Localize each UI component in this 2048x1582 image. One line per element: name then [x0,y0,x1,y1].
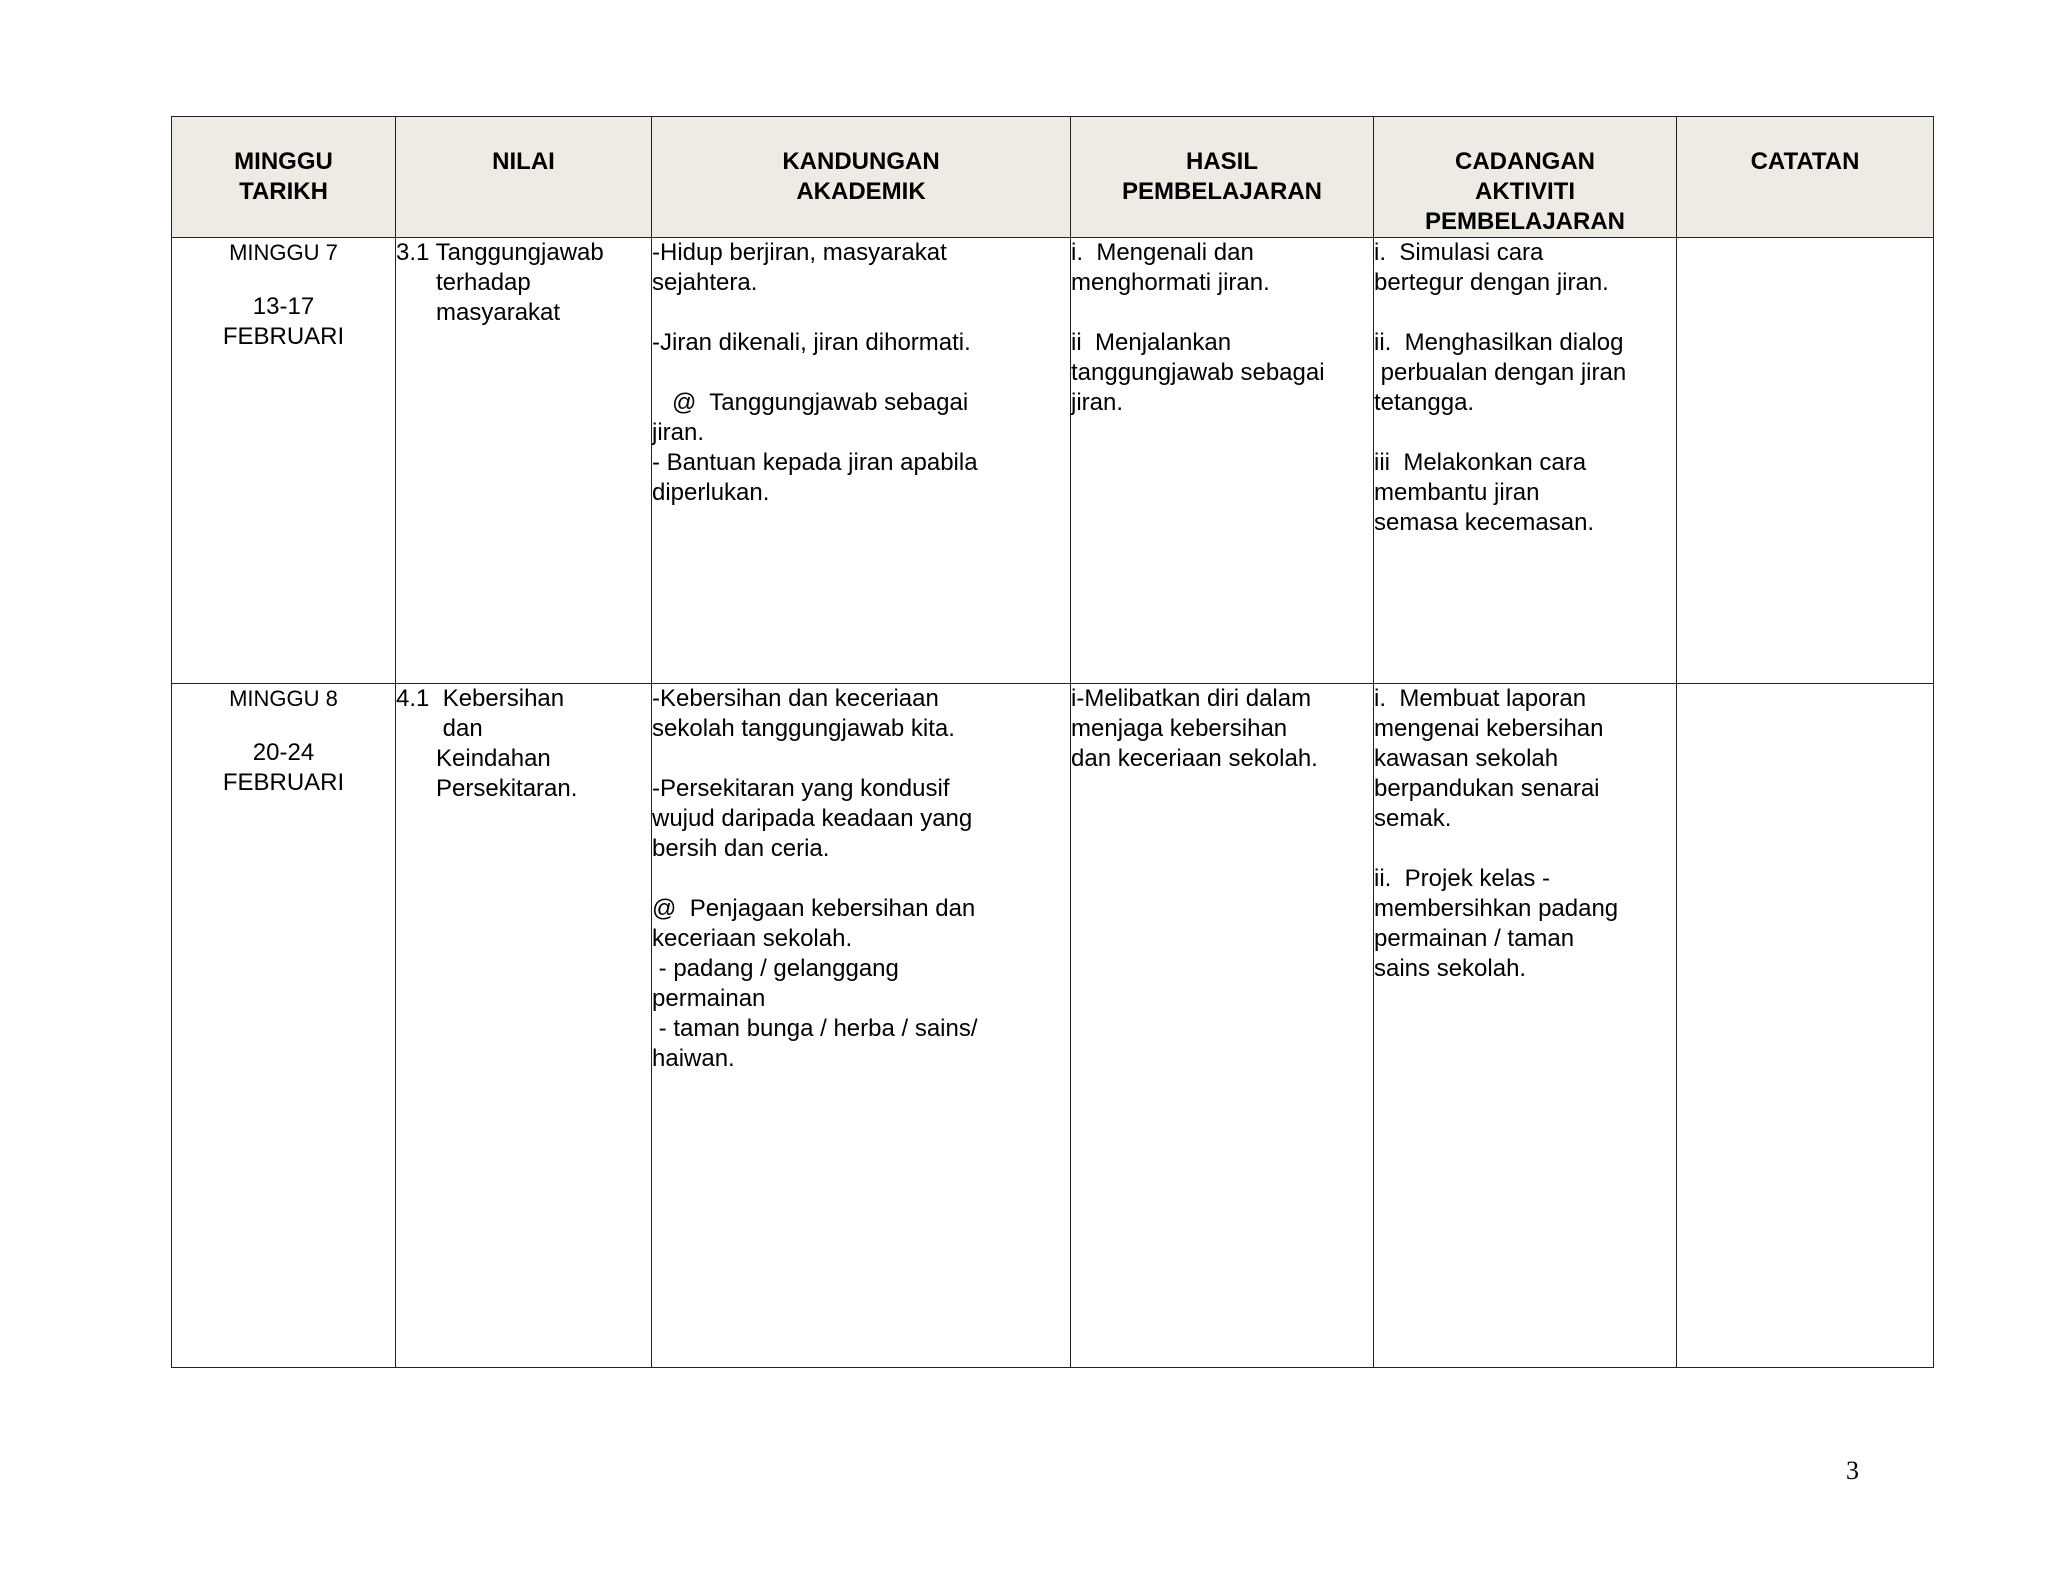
catatan-cell [1677,238,1934,684]
text-line: menghormati jiran. [1071,269,1270,296]
text-line: i-Melibatkan diri dalam [1071,685,1312,712]
kandungan-block [652,774,1070,864]
header-text: HASIL [1186,148,1258,175]
text-line: diperlukan. [652,479,770,506]
lesson-plan-table [171,116,1934,1368]
date-range: 13-17 [252,293,315,320]
text-line: jiran. [1071,389,1124,416]
text-line: -Jiran dikenali, jiran dihormati. [652,329,971,356]
text-line: semasa kecemasan. [1374,509,1595,536]
nilai-line: dan [396,715,483,742]
text-line: i. Mengenali dan [1071,239,1254,266]
text-line: sains sekolah. [1374,955,1527,982]
text-line: - padang / gelanggang [652,955,899,982]
text-line: tanggungjawab sebagai [1071,359,1325,386]
catatan-cell [1677,684,1934,1368]
text-line: @ Penjagaan kebersihan dan [652,895,976,922]
text-line: - Bantuan kepada jiran apabila [652,449,978,476]
nilai-cell [396,238,652,684]
header-kandungan-akademik [652,117,1071,238]
hasil-block [1071,684,1373,774]
text-line: perbualan dengan jiran [1374,359,1627,386]
week-label: MINGGU 7 [229,240,338,265]
aktiviti-block [1374,864,1676,984]
kandungan-block [652,684,1070,744]
table-row [172,238,1934,684]
text-line: dan keceriaan sekolah. [1071,745,1318,772]
hasil-block [1071,238,1373,298]
header-text: KANDUNGAN [782,148,940,175]
text-line: i. Simulasi cara [1374,239,1544,266]
nilai-line: Keindahan [396,745,551,772]
week-label: MINGGU 8 [229,686,338,711]
nilai-line: 4.1 Kebersihan [396,685,565,712]
kandungan-block [652,238,1070,298]
aktiviti-block [1374,684,1676,834]
kandungan-cell [652,684,1071,1368]
text-line: -Kebersihan dan keceriaan [652,685,939,712]
header-hasil-pembelajaran [1071,117,1374,238]
text-line: -Hidup berjiran, masyarakat [652,239,947,266]
text-line: permainan / taman [1374,925,1575,952]
text-line: bertegur dengan jiran. [1374,269,1609,296]
text-line: i. Membuat laporan [1374,685,1587,712]
hasil-cell [1071,684,1374,1368]
header-text: NILAI [492,148,555,175]
text-line: semak. [1374,805,1452,832]
date-range: 20-24 [252,739,315,766]
text-line: haiwan. [652,1045,735,1072]
date-month: FEBRUARI [222,323,345,350]
aktiviti-block [1374,448,1676,538]
date-month: FEBRUARI [222,769,345,796]
text-line: membantu jiran [1374,479,1540,506]
text-line: ii. Menghasilkan dialog [1374,329,1624,356]
kandungan-block [652,328,1070,358]
page-number: 3 [1846,1456,1859,1485]
aktiviti-cell [1374,684,1677,1368]
kandungan-block [652,894,1070,1074]
header-cadangan-aktiviti [1374,117,1677,238]
kandungan-block [652,388,1070,508]
text-line: iii Melakonkan cara [1374,449,1587,476]
header-text: CADANGAN [1455,148,1595,175]
text-line: permainan [652,985,766,1012]
text-line: mengenai kebersihan [1374,715,1604,742]
header-nilai [396,117,652,238]
text-line: kawasan sekolah [1374,745,1559,772]
text-line: ii Menjalankan [1071,329,1232,356]
header-text: TARIKH [239,178,328,205]
text-line: berpandukan senarai [1374,775,1600,802]
text-line: ii. Projek kelas - [1374,865,1551,892]
nilai-cell [396,684,652,1368]
text-line: keceriaan sekolah. [652,925,853,952]
header-text: AKTIVITI [1475,178,1575,205]
hasil-cell [1071,238,1374,684]
nilai-line: terhadap [396,269,531,296]
table-row [172,684,1934,1368]
text-line: bersih dan ceria. [652,835,830,862]
text-line: -Persekitaran yang kondusif [652,775,950,802]
text-line: @ Tanggungjawab sebagai [652,389,969,416]
aktiviti-block [1374,328,1676,418]
aktiviti-cell [1374,238,1677,684]
header-text: CATATAN [1750,148,1860,175]
header-row [172,117,1934,238]
header-text: MINGGU [234,148,333,175]
text-line: menjaga kebersihan [1071,715,1288,742]
header-text: AKADEMIK [796,178,926,205]
nilai-line: 3.1 Tanggungjawab [396,239,604,266]
header-text: PEMBELAJARAN [1121,178,1322,205]
header-minggu-tarikh [172,117,396,238]
text-line: wujud daripada keadaan yang [652,805,973,832]
aktiviti-block [1374,238,1676,298]
kandungan-cell [652,238,1071,684]
text-line: sejahtera. [652,269,758,296]
week-cell [172,684,396,1368]
text-line: sekolah tanggungjawab kita. [652,715,955,742]
nilai-line: masyarakat [396,299,561,326]
nilai-line: Persekitaran. [396,775,578,802]
header-catatan [1677,117,1934,238]
header-text: PEMBELAJARAN [1424,208,1625,235]
hasil-block [1071,328,1373,418]
text-line: tetangga. [1374,389,1475,416]
text-line: - taman bunga / herba / sains/ [652,1015,978,1042]
text-line: membersihkan padang [1374,895,1619,922]
text-line: jiran. [652,419,705,446]
week-cell [172,238,396,684]
